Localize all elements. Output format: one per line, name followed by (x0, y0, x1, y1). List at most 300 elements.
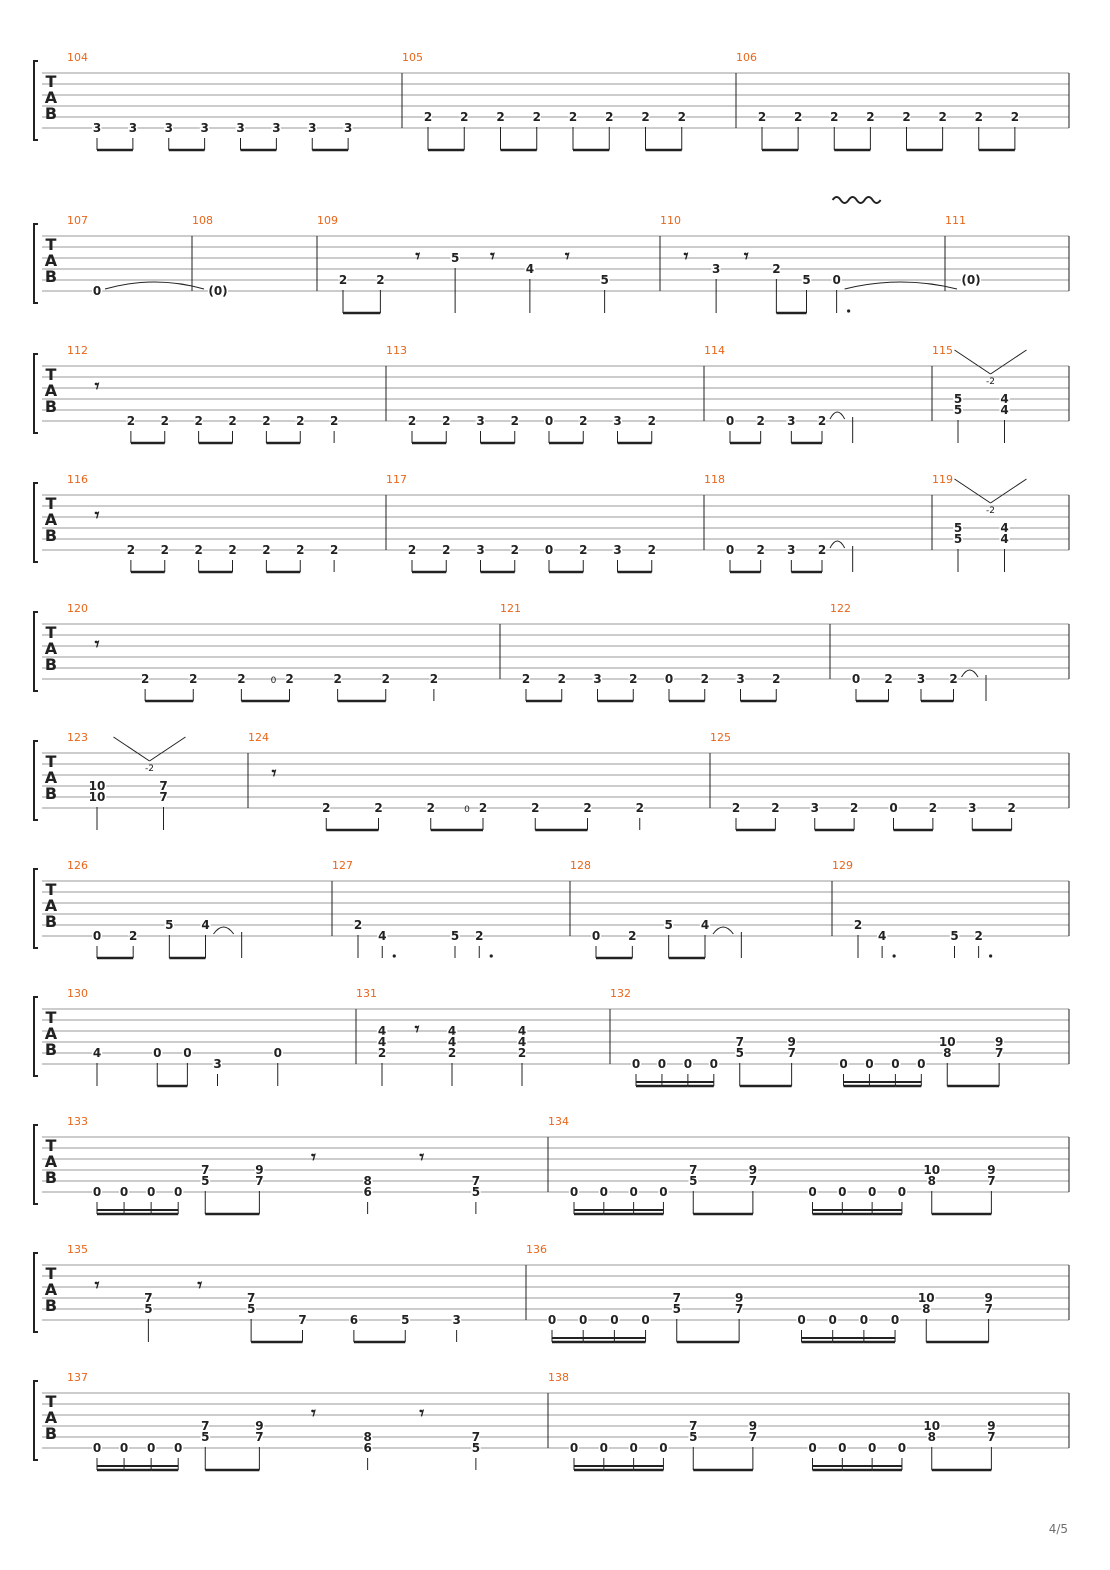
system-bracket (34, 1381, 38, 1460)
tab-clef-letter: B (44, 1296, 58, 1315)
staff-system (34, 1371, 1069, 1470)
fret-number: 0 (838, 1185, 847, 1199)
bend-amount: -2 (145, 764, 154, 774)
measure-number: 107 (67, 214, 88, 227)
measure-number: 129 (832, 859, 853, 872)
measure-number: 110 (660, 214, 681, 227)
fret-number: 5 (401, 1313, 410, 1327)
tie-arc (105, 282, 204, 289)
fret-number: 2 (583, 801, 592, 815)
tab-clef-letter: A (44, 88, 58, 107)
fret-number: 8 (922, 1302, 931, 1316)
measure-number: 126 (67, 859, 88, 872)
fret-number: 2 (974, 929, 983, 943)
fret-number: 10 (938, 1035, 956, 1049)
fret-number: 2 (817, 414, 827, 428)
fret-number: 0 (851, 672, 861, 686)
system-bracket (34, 1125, 38, 1204)
fret-number: 7 (987, 1174, 996, 1188)
fret-number: 2 (426, 801, 435, 815)
fret-number: 2 (322, 801, 331, 815)
fret-number: 0 (683, 1057, 693, 1071)
fret-number: 2 (793, 110, 803, 124)
measure-number: 134 (548, 1115, 569, 1128)
measure-number: 115 (932, 344, 953, 357)
tab-clef-letter: A (44, 381, 58, 400)
tab-clef-letter: A (44, 1024, 58, 1043)
staff-system (34, 1243, 1069, 1342)
fret-number: 0 (146, 1185, 156, 1199)
fret-number: 2 (772, 672, 781, 686)
fret-number: 2 (262, 414, 271, 428)
fret-number: 4 (877, 929, 887, 943)
fret-number: 8 (363, 1174, 372, 1188)
fret-number: 2 (521, 672, 531, 686)
measure-number: 121 (500, 602, 521, 615)
measure-number: 136 (526, 1243, 547, 1256)
fret-number: 3 (613, 543, 622, 557)
fret-number: 2 (677, 110, 686, 124)
fret-number: 2 (949, 672, 958, 686)
fret-number: 6 (363, 1185, 372, 1199)
fret-number: 0 (832, 273, 841, 287)
fret-number: 5 (950, 929, 959, 943)
fret-number: 2 (126, 414, 136, 428)
fret-number: 2 (568, 110, 578, 124)
fret-number: 0 (725, 543, 735, 557)
bend-amount: -2 (986, 377, 995, 387)
fret-number: 4 (378, 929, 387, 943)
fret-number: 9 (994, 1035, 1004, 1049)
fret-number: 2 (377, 1046, 387, 1060)
fret-number: 4 (447, 1035, 457, 1049)
fret-number: 2 (194, 414, 203, 428)
fret-number: 0 (579, 1313, 588, 1327)
measure-number: 123 (67, 731, 88, 744)
fret-number: 7 (201, 1163, 210, 1177)
fret-number: 0 (659, 1441, 668, 1455)
rest-symbol: 𝄾 (94, 634, 100, 655)
fret-number: 0 (897, 1185, 907, 1199)
fret-number: 9 (987, 1163, 996, 1177)
staff-system (34, 344, 1069, 443)
fret-number: 3 (92, 121, 102, 135)
fret-number: 4 (1000, 403, 1009, 417)
measure-number: 130 (67, 987, 88, 1000)
fret-number: 3 (968, 801, 977, 815)
fret-number: 5 (735, 1046, 744, 1060)
fret-number: 2 (160, 414, 169, 428)
rest-symbol: 𝄾 (311, 1147, 316, 1168)
fret-number: 0 (544, 543, 554, 557)
fret-number: 0 (897, 1441, 907, 1455)
measure-number: 124 (248, 731, 269, 744)
fret-number: 0 (629, 1185, 638, 1199)
measure-number: 118 (704, 473, 725, 486)
fret-number: 9 (787, 1035, 796, 1049)
rest-symbol: 𝄾 (743, 246, 749, 267)
bend-line (955, 479, 991, 503)
fret-number: 0 (544, 414, 554, 428)
fret-number: 9 (748, 1419, 758, 1433)
fret-number: 8 (363, 1430, 372, 1444)
fret-number: 9 (748, 1163, 758, 1177)
fret-number: 2 (262, 543, 271, 557)
rest-symbol: 𝄾 (419, 1403, 425, 1424)
fret-number: 2 (189, 672, 198, 686)
fret-number: 2 (579, 414, 588, 428)
fret-number: 4 (377, 1024, 387, 1038)
grace-note: 0 (464, 805, 470, 815)
measure-number: 128 (570, 859, 591, 872)
fret-number: 2 (228, 543, 237, 557)
tie-arc (830, 541, 845, 548)
fret-number: 0 (92, 929, 102, 943)
fret-number: 7 (255, 1174, 264, 1188)
fret-number: 0 (569, 1441, 579, 1455)
fret-number: 7 (471, 1430, 481, 1444)
fret-number: 2 (628, 929, 637, 943)
tab-clef-letter: A (44, 1152, 58, 1171)
fret-number: 2 (756, 543, 765, 557)
fret-number: 0 (641, 1313, 650, 1327)
fret-number: 5 (450, 929, 460, 943)
fret-number: 5 (144, 1302, 153, 1316)
rest-symbol: 𝄾 (271, 763, 277, 784)
fret-number: 2 (381, 672, 390, 686)
fret-number: 9 (255, 1419, 264, 1433)
fret-number: 3 (236, 121, 245, 135)
system-bracket (34, 483, 38, 562)
fret-number: 4 (1000, 521, 1009, 535)
fret-number: 2 (376, 273, 385, 287)
measure-number: 112 (67, 344, 88, 357)
fret-number: 7 (159, 779, 168, 793)
fret-number: 8 (943, 1046, 952, 1060)
system-bracket (34, 224, 38, 303)
fret-number: 2 (510, 543, 519, 557)
fret-number: 2 (496, 110, 505, 124)
fret-number: 2 (285, 672, 294, 686)
fret-number: 7 (748, 1174, 758, 1188)
vibrato-mark (833, 197, 881, 203)
measure-number: 106 (736, 51, 757, 64)
fret-number: 2 (817, 543, 827, 557)
fret-number: 0 (867, 1441, 877, 1455)
fret-number: 2 (460, 110, 469, 124)
tie-arc (830, 412, 845, 419)
tab-clef-letter: B (44, 655, 58, 674)
fret-number: 2 (423, 110, 433, 124)
fret-number: 7 (748, 1430, 758, 1444)
fret-number: 4 (1000, 392, 1009, 406)
tab-clef-letter: B (44, 1424, 58, 1443)
fret-number: 4 (517, 1035, 527, 1049)
rest-symbol: 𝄾 (415, 246, 421, 267)
tab-clef-letter: B (44, 1040, 58, 1059)
fret-number: 2 (333, 672, 342, 686)
measure-number: 132 (610, 987, 631, 1000)
fret-number: 0 (725, 414, 735, 428)
fret-number: 3 (128, 121, 138, 135)
fret-number: 2 (974, 110, 983, 124)
fret-number: 0 (610, 1313, 619, 1327)
staff-system (34, 602, 1069, 701)
fret-number: 3 (343, 121, 353, 135)
rest-symbol: 𝄾 (683, 246, 689, 267)
fret-number: 2 (830, 110, 839, 124)
fret-number: 0 (119, 1185, 129, 1199)
fret-number: 2 (447, 1046, 457, 1060)
measure-number: 125 (710, 731, 731, 744)
fret-number: 0 (599, 1185, 608, 1199)
fret-number: 4 (700, 918, 710, 932)
fret-number: 2 (532, 110, 541, 124)
fret-number: 10 (923, 1419, 941, 1433)
fret-number: 0 (153, 1046, 162, 1060)
fret-number: 2 (407, 543, 417, 557)
fret-number: 5 (664, 918, 673, 932)
fret-number: 2 (237, 672, 246, 686)
fret-number: 3 (613, 414, 622, 428)
fret-number: 9 (987, 1419, 996, 1433)
fret-number: 2 (1007, 801, 1016, 815)
measure-number: 108 (192, 214, 213, 227)
measure-number: 122 (830, 602, 851, 615)
staff-system (34, 197, 1069, 313)
tab-clef-letter: B (44, 1168, 58, 1187)
fret-number: 2 (756, 414, 765, 428)
fret-number: 2 (517, 1046, 527, 1060)
bend-line (114, 737, 150, 761)
staff-system (34, 51, 1069, 150)
rest-symbol: 𝄾 (197, 1275, 203, 1296)
tab-clef-letter: A (44, 1408, 58, 1427)
fret-number: 0 (569, 1185, 579, 1199)
rest-symbol: 𝄾 (94, 505, 100, 526)
page-number: 4/5 (1048, 1522, 1068, 1536)
fret-number: 2 (928, 801, 938, 815)
fret-number: 0 (599, 1441, 608, 1455)
tab-clef-letter: B (44, 526, 58, 545)
measure-number: 133 (67, 1115, 88, 1128)
fret-number: 2 (635, 801, 644, 815)
fret-number: 2 (160, 543, 169, 557)
fret-number: 4 (377, 1035, 387, 1049)
fret-number: 3 (200, 121, 209, 135)
fret-number: 2 (353, 918, 363, 932)
fret-number: 7 (672, 1291, 681, 1305)
fret-number: 2 (700, 672, 709, 686)
duration-dot (847, 309, 850, 312)
tab-clef-letter: A (44, 510, 58, 529)
fret-number: 0 (174, 1441, 183, 1455)
fret-number: 2 (194, 543, 203, 557)
fret-number: 7 (994, 1046, 1004, 1060)
tab-clef-letter: A (44, 1280, 58, 1299)
fret-number: 2 (853, 918, 863, 932)
fret-number: 5 (471, 1441, 481, 1455)
fret-number: 3 (787, 543, 796, 557)
fret-number: 7 (144, 1291, 153, 1305)
fret-number: 0 (867, 1185, 877, 1199)
system-bracket (34, 612, 38, 691)
tie-arc (214, 927, 234, 934)
fret-number: 8 (927, 1430, 936, 1444)
fret-number: 2 (902, 110, 911, 124)
fret-number: 0 (657, 1057, 667, 1071)
staff-system (34, 731, 1069, 830)
rest-symbol: 𝄾 (311, 1403, 316, 1424)
fret-number: 3 (593, 672, 602, 686)
fret-number: 7 (255, 1430, 264, 1444)
fret-number: 2 (579, 543, 588, 557)
fret-number: 10 (88, 790, 106, 804)
fret-number: 2 (510, 414, 519, 428)
duration-dot (490, 954, 493, 957)
fret-number: 3 (308, 121, 317, 135)
fret-number: 4 (447, 1024, 457, 1038)
fret-number: 7 (159, 790, 168, 804)
rest-symbol: 𝄾 (94, 1275, 100, 1296)
system-bracket (34, 354, 38, 433)
tab-clef-letter: T (45, 1008, 57, 1027)
fret-number: 0 (591, 929, 601, 943)
tie-arc (845, 282, 957, 289)
fret-number: 2 (407, 414, 417, 428)
rest-symbol: 𝄾 (419, 1147, 425, 1168)
fret-number: 2 (771, 801, 780, 815)
tab-clef-letter: B (44, 784, 58, 803)
tab-clef-letter: A (44, 251, 58, 270)
fret-number: 2 (442, 414, 451, 428)
fret-number: 2 (647, 414, 656, 428)
measure-number: 119 (932, 473, 953, 486)
fret-number: 0 (890, 1313, 900, 1327)
tab-clef-letter: T (45, 72, 57, 91)
fret-number: 2 (140, 672, 150, 686)
fret-number: 7 (201, 1419, 210, 1433)
fret-number: 0 (183, 1046, 192, 1060)
fret-number: 2 (557, 672, 566, 686)
fret-number: 0 (828, 1313, 837, 1327)
fret-number: 0 (917, 1057, 926, 1071)
fret-number: 4 (1000, 532, 1009, 546)
fret-number: 2 (478, 801, 488, 815)
fret-number: 2 (531, 801, 540, 815)
fret-number: 7 (246, 1291, 256, 1305)
fret-number: 2 (442, 543, 451, 557)
fret-number: 0 (838, 1441, 847, 1455)
tab-clef-letter: B (44, 912, 58, 931)
measure-number: 111 (945, 214, 966, 227)
fret-number: 2 (605, 110, 614, 124)
system-bracket (34, 869, 38, 948)
fret-number: 4 (525, 262, 535, 276)
rest-symbol: 𝄾 (490, 246, 495, 267)
fret-number: 0 (119, 1441, 129, 1455)
fret-number: 2 (128, 929, 138, 943)
fret-number: 9 (255, 1163, 264, 1177)
bend-amount: -2 (986, 506, 995, 516)
fret-number: 0 (664, 672, 674, 686)
fret-number: 3 (711, 262, 721, 276)
fret-number: 2 (647, 543, 656, 557)
fret-number: 2 (849, 801, 859, 815)
fret-number: 5 (672, 1302, 681, 1316)
fret-number: 7 (735, 1035, 744, 1049)
measure-number: 138 (548, 1371, 569, 1384)
fret-number: 2 (1010, 110, 1020, 124)
fret-number: 0 (92, 1441, 102, 1455)
fret-number: 0 (797, 1313, 806, 1327)
fret-number: 3 (810, 801, 819, 815)
fret-number: 7 (984, 1302, 993, 1316)
tab-clef-letter: A (44, 639, 58, 658)
tie-arc (962, 670, 979, 677)
fret-number: 10 (923, 1163, 941, 1177)
system-bracket (34, 997, 38, 1076)
fret-number: 3 (787, 414, 796, 428)
fret-number: 6 (349, 1313, 359, 1327)
fret-number: 0 (839, 1057, 848, 1071)
measure-number: 127 (332, 859, 353, 872)
fret-number: 10 (917, 1291, 935, 1305)
measure-number: 109 (317, 214, 338, 227)
system-bracket (34, 1253, 38, 1332)
fret-number: 3 (476, 543, 485, 557)
fret-number: 7 (787, 1046, 796, 1060)
tab-clef-letter: T (45, 1392, 57, 1411)
fret-number: 9 (984, 1291, 993, 1305)
rest-symbol: 𝄾 (414, 1019, 420, 1040)
fret-number: 10 (88, 779, 106, 793)
tab-clef-letter: T (45, 880, 57, 899)
staff-system (34, 1115, 1069, 1214)
fret-number: 0 (547, 1313, 557, 1327)
fret-number: 7 (298, 1313, 307, 1327)
fret-number: 4 (517, 1024, 527, 1038)
fret-number: 7 (987, 1430, 996, 1444)
bend-line (991, 350, 1027, 374)
fret-number: 0 (631, 1057, 641, 1071)
fret-number: 5 (802, 273, 811, 287)
duration-dot (893, 954, 896, 957)
fret-number: 5 (689, 1430, 698, 1444)
fret-number: 7 (734, 1302, 744, 1316)
fret-number: 4 (201, 918, 210, 932)
fret-number: 6 (363, 1441, 372, 1455)
fret-number: 2 (731, 801, 741, 815)
fret-number: 3 (452, 1313, 461, 1327)
fret-number: 2 (884, 672, 893, 686)
system-bracket (34, 741, 38, 820)
fret-number: 0 (174, 1185, 183, 1199)
fret-number: 0 (629, 1441, 638, 1455)
fret-number: 2 (374, 801, 383, 815)
fret-number: 0 (273, 1046, 282, 1060)
fret-number: 0 (859, 1313, 869, 1327)
measure-number: 117 (386, 473, 407, 486)
measure-number: 137 (67, 1371, 88, 1384)
tab-clef-letter: B (44, 104, 58, 123)
fret-number: 3 (476, 414, 485, 428)
fret-number: 3 (272, 121, 281, 135)
measure-number: 131 (356, 987, 377, 1000)
fret-number: 2 (329, 543, 339, 557)
tab-clef-letter: T (45, 623, 57, 642)
fret-number: 5 (953, 521, 963, 535)
